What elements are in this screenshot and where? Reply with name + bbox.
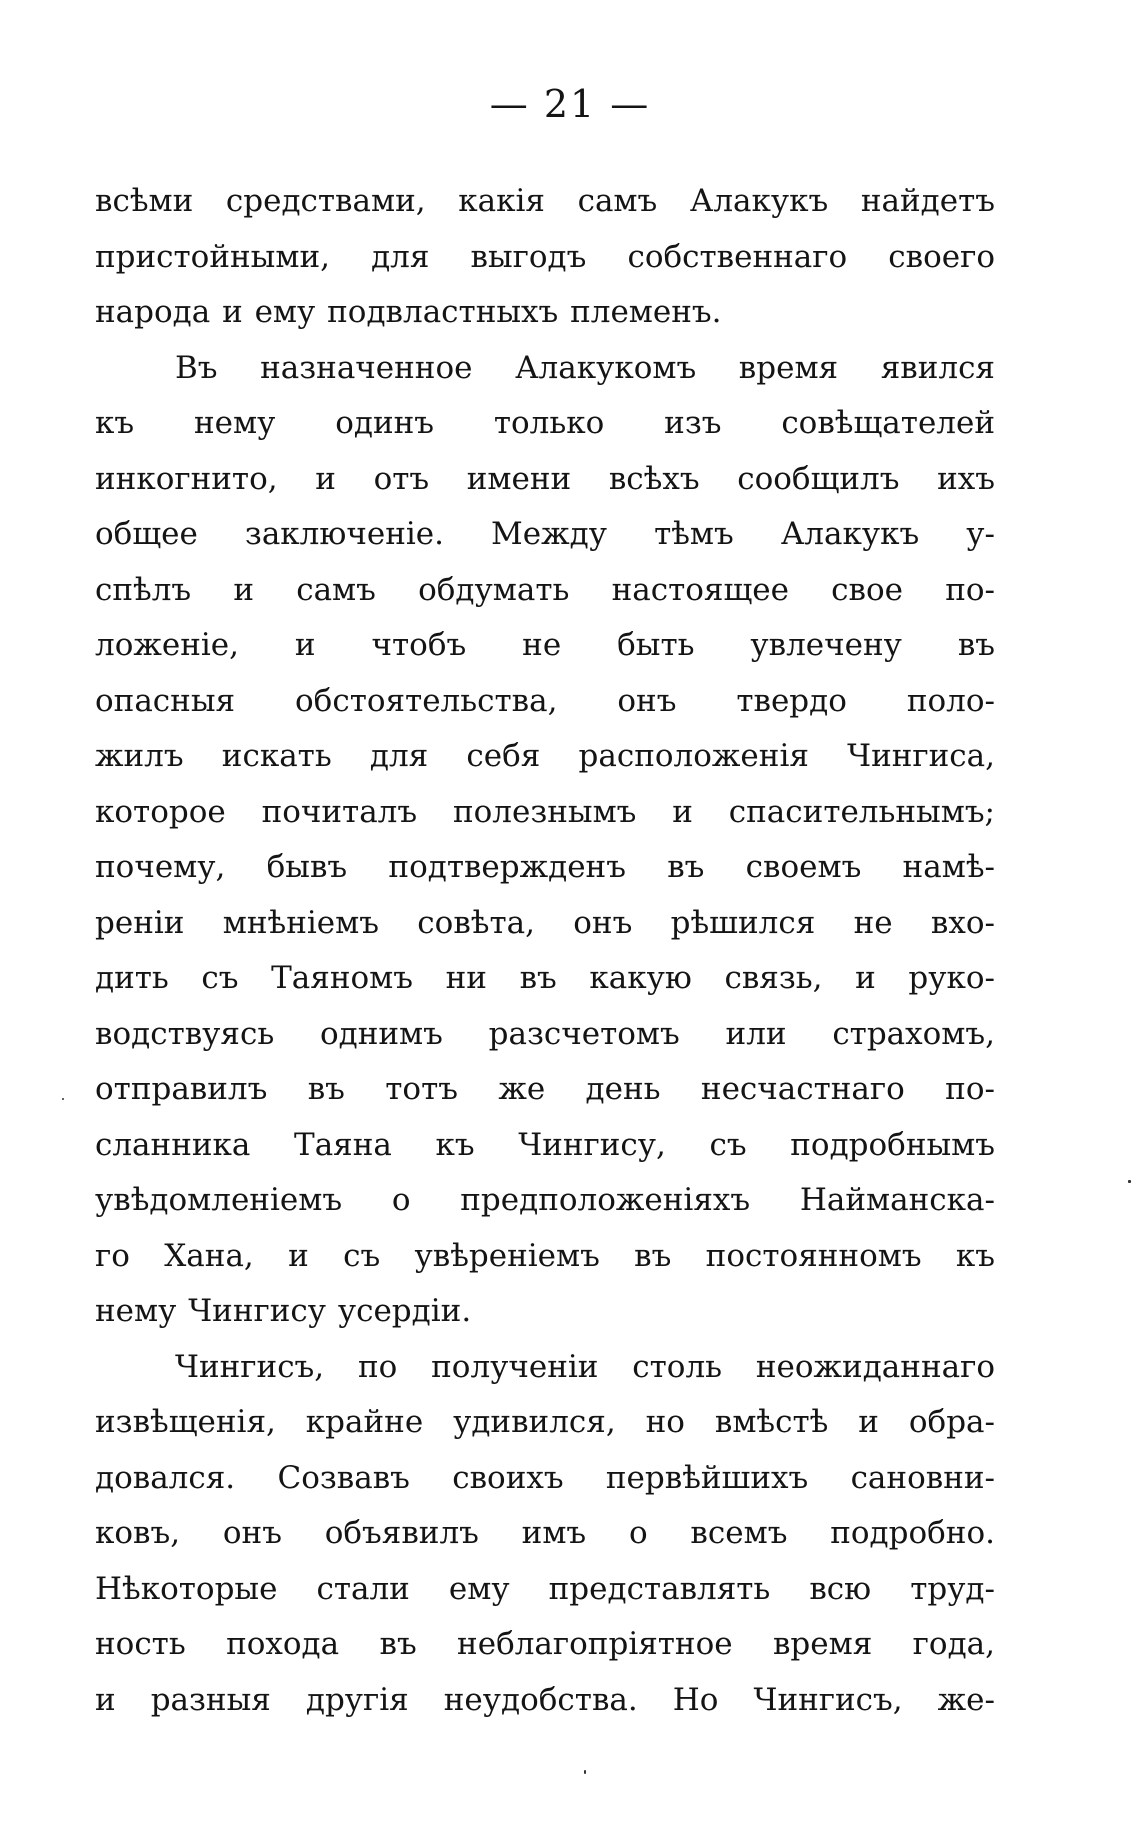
text-line: спѣлъ и самъ обдумать настоящее свое по- [95,571,995,608]
text-line: жилъ искать для себя расположенія Чингиса, [95,738,995,774]
text-line: увѣдомленіемъ о предположеніяхъ Найманска- [95,1182,995,1218]
text-line: которое почиталъ полезнымъ и спасительнымъ; [95,793,995,830]
text-line: всѣми средствами, какія самъ Алакукъ найдетъ [95,183,995,219]
text-line: инкогнито, и отъ имени всѣхъ сообщилъ ихъ [95,460,995,497]
text-line: сланника Таяна къ Чингису, съ подробнымъ [95,1126,995,1163]
text-line: опасныя обстоятельства, онъ твердо поло- [95,682,995,719]
scan-speck [62,1098,64,1100]
page-number: — 21 — [489,82,651,126]
text-line: пристойными, для выгодъ собственнаго своего [95,238,995,275]
paragraph-first-line: Въ назначенное Алакукомъ время явился [175,349,995,386]
text-line: ность похода въ неблагопріятное время года, [95,1626,995,1662]
text-line: дить съ Таяномъ ни въ какую связь, и руко- [95,960,995,996]
text-line: извѣщенія, крайне удивился, но вмѣстѣ и обра- [95,1404,995,1440]
text-line: отправилъ въ тотъ же день несчастнаго по- [95,1071,995,1107]
text-line: ложеніе, и чтобъ не быть увлечену въ [95,627,995,663]
body-text [95,174,995,1728]
text-line: Нѣкоторые стали ему представлять всю труд- [95,1570,995,1607]
text-line: водствуясь однимъ разсчетомъ или страхомъ, [95,1015,995,1052]
text-line: ковъ, онъ объявилъ имъ о всемъ подробно. [95,1515,995,1551]
text-line: общее заключеніе. Между тѣмъ Алакукъ у- [95,516,995,552]
text-line: го Хана, и съ увѣреніемъ въ постоянномъ къ [95,1237,995,1274]
text-line: довался. Созвавъ своихъ первѣйшихъ сановни- [95,1459,995,1496]
text-line: почему, бывъ подтвержденъ въ своемъ намѣ- [95,849,995,885]
text-line: народа и ему подвластныхъ племенъ. [95,294,722,330]
scan-speck [1128,1180,1131,1183]
text-line: и разныя другія неудобства. Но Чингисъ, же- [95,1681,995,1718]
text-line: нему Чингису усердіи. [95,1293,472,1329]
scan-speck [584,1770,586,1774]
paragraph-first-line: Чингисъ, по полученіи столь неожиданнаго [175,1348,995,1385]
text-line: къ нему одинъ только изъ совѣщателей [95,405,995,441]
text-line: реніи мнѣніемъ совѣта, онъ рѣшился не вхо- [95,904,995,941]
